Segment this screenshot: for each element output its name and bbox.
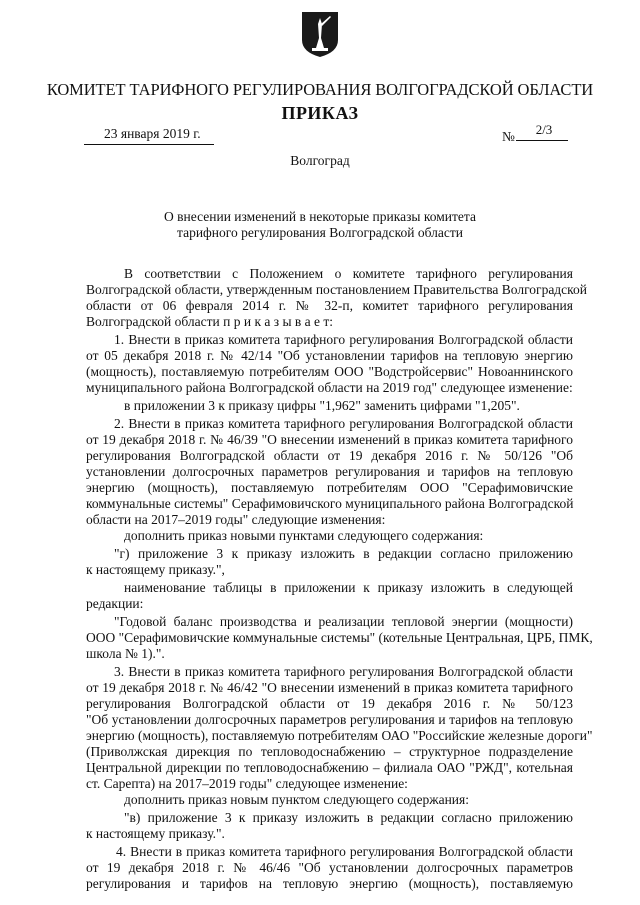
text-line: регулирования Волгоградской области от 19 декабря 2016 г. № 50/123 [86,696,573,711]
text-line: Волгоградской области, утвержденным постановлением Правительства Волгоградской [86,282,588,297]
text-line: "Годовой баланс производства и реализации тепловой энергии (мощности) [114,614,573,629]
text-line: области от 06 февраля 2014 г. № 32-п, комитет тарифного регулирования [86,298,573,313]
city: Волгоград [290,153,350,168]
text-line: (мощность), поставляемую потребителям ООО "Водстройсервис" Новоаннинского [86,364,573,379]
text-line: 4. Внести в приказ комитета тарифного регулирования Волгоградской области [116,844,573,859]
volgograd-emblem-icon [300,10,340,58]
text-line: ООО "Серафимовичские коммунальные системы" (котельные Центральная, ЦРБ, ПМК, [86,630,593,645]
text-line: регулирования Волгоградской области от 19 декабря 2016 г. № 50/126 "Об [86,448,573,463]
committee-name: КОМИТЕТ ТАРИФНОГО РЕГУЛИРОВАНИЯ ВОЛГОГРАДСКОЙ ОБЛАСТИ [46,80,594,99]
text-line: регулирования и тарифов на тепловую энергию (мощность), поставляемую [86,876,573,891]
text-line: В соответствии с Положением о комитете тарифного регулирования [124,266,573,281]
text-line: школа № 1).". [86,646,165,661]
text-line: от 19 декабря 2018 г. № 46/42 "О внесении изменений в приказ комитета тарифного [86,680,573,695]
text-line: Волгоградской области п р и к а з ы в а е т: [86,314,334,329]
text-line: 2. Внести в приказ комитета тарифного регулирования Волгоградской области [114,416,573,431]
text-line: ст. Сарепта) на 2017–2019 годы" следующее изменение: [86,776,408,791]
text-line: коммунальные системы" Серафимовичского муниципального района Волгоградской [86,496,574,511]
text-line: "г) приложение 3 к приказу изложить в редакции согласно приложению [114,546,573,561]
text-line: Центральной дирекции по тепловодоснабжению – филиала ОАО "РЖД", котельная [86,760,573,775]
date-underline [84,144,214,145]
order-date: 23 января 2019 г. [104,126,201,141]
text-line: муниципального района Волгоградской области на 2019 год" следующее изменение: [86,380,573,395]
text-line: в приложении 3 к приказу цифры "1,962" заменить цифрами "1,205". [124,398,520,413]
text-line: к настоящему приказу.", [86,562,225,577]
text-line: наименование таблицы в приложении к приказу изложить в следующей [124,580,573,595]
order-number-label: № [502,129,515,144]
text-line: области на 2017–2019 годы" следующие изменения: [86,512,386,527]
text-line: энергию (мощность), поставляемую потребителям ОАО "Российские железные дороги" [86,728,593,743]
text-line: энергию (мощность), поставляемую потребителям ООО "Серафимовичские [86,480,573,495]
text-line: "Об установлении долгосрочных параметров регулирования и тарифов на тепловую [86,712,573,727]
text-line: от 19 декабря 2018 г. № 46/39 "О внесении изменений в приказ комитета тарифного [86,432,573,447]
text-line: редакции: [86,596,144,611]
order-number: 2/3 [535,122,553,137]
text-line: (Приволжская дирекция по тепловодоснабжению – структурное подразделение [86,744,573,759]
subject-line: тарифного регулирования Волгоградской области [177,225,463,240]
text-line: 3. Внести в приказ комитета тарифного регулирования Волгоградской области [114,664,573,679]
text-line: "в) приложение 3 к приказу изложить в редакции согласно приложению [124,810,573,825]
order-subject [0,209,640,241]
text-line: дополнить приказ новыми пунктами следующего содержания: [124,528,484,543]
text-line: от 19 декабря 2018 г. № 46/46 "Об установлении долгосрочных параметров [86,860,573,875]
order-title: ПРИКАЗ [281,103,359,123]
text-line: от 05 декабря 2018 г. № 42/14 "Об установлении тарифов на тепловую энергию [86,348,573,363]
number-underline [516,140,568,141]
text-line: 1. Внести в приказ комитета тарифного регулирования Волгоградской области [114,332,573,347]
text-line: дополнить приказ новым пунктом следующего содержания: [124,792,469,807]
subject-line: О внесении изменений в некоторые приказы комитета [164,209,476,224]
text-line: установлении долгосрочных параметров регулирования и тарифов на тепловую [86,464,573,479]
text-line: к настоящему приказу.". [86,826,225,841]
